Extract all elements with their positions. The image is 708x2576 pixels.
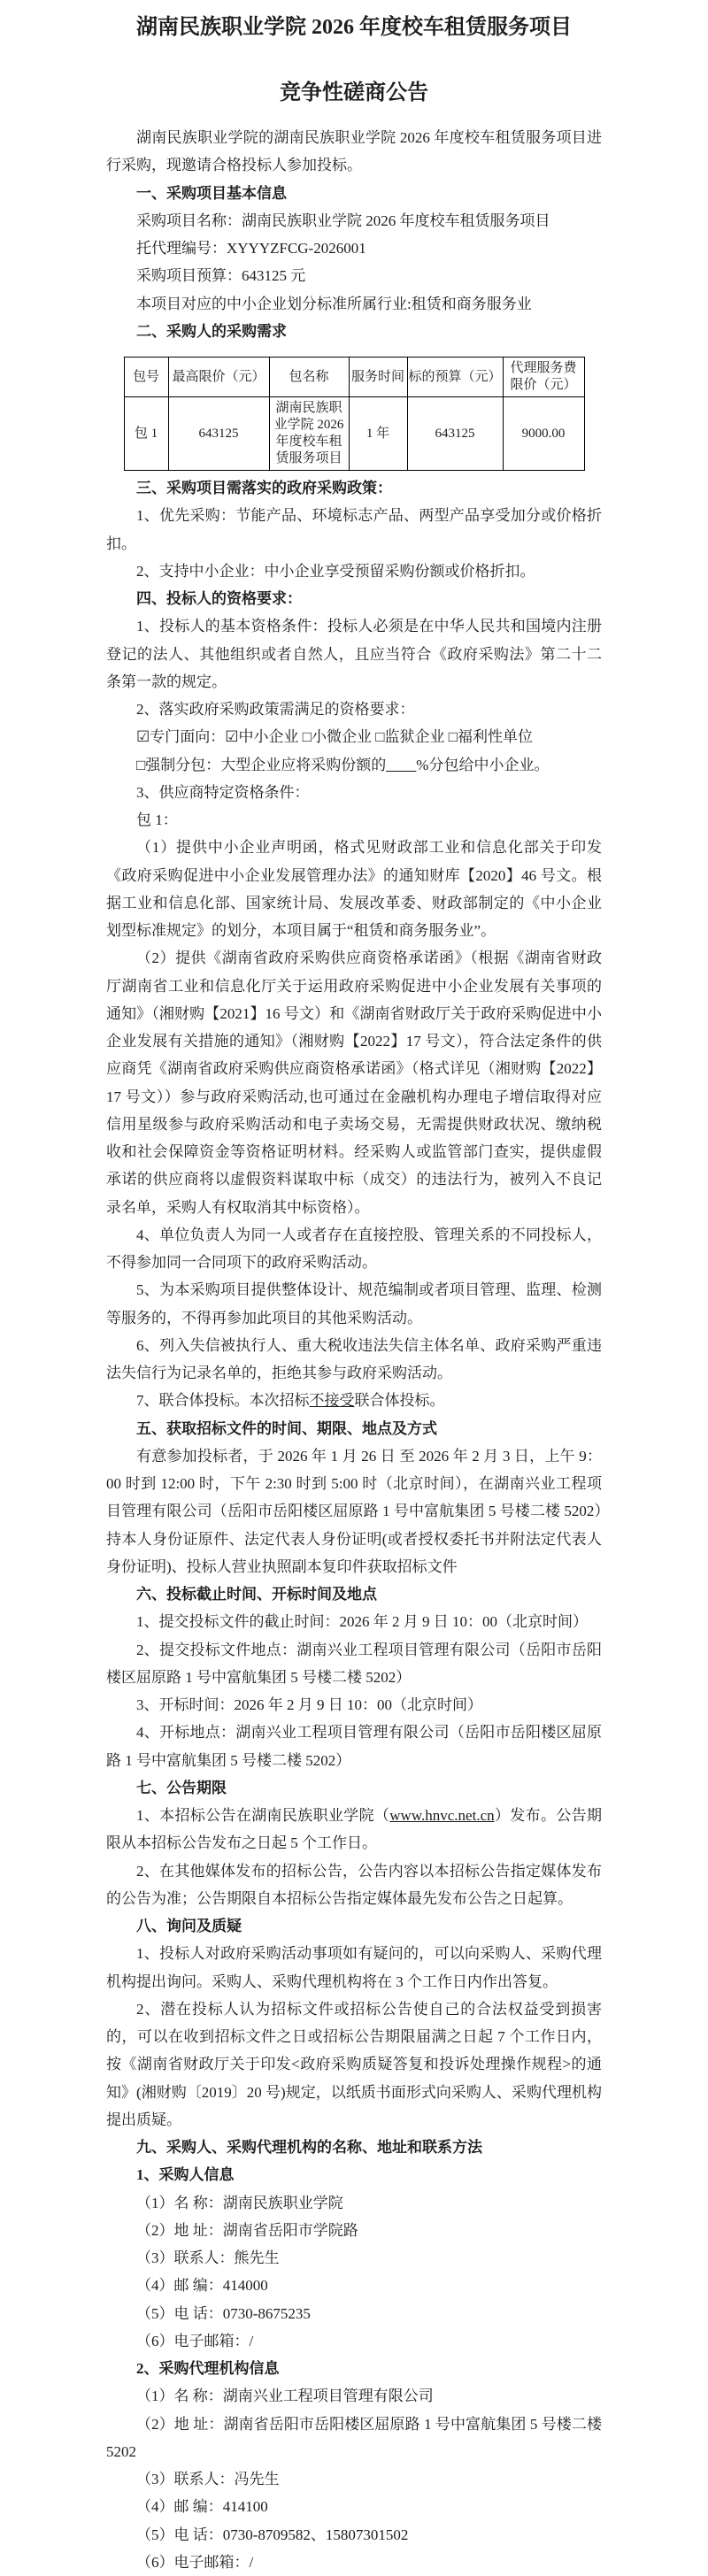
package-1-label: 包 1： (136, 811, 178, 828)
buyer-info-heading: 1、采购人信息 (136, 2166, 235, 2184)
joint-bid-not-accepted: 不接受 (309, 1392, 355, 1410)
cell-agency-fee: 9000.00 (503, 397, 584, 471)
procurement-requirements-table (124, 357, 585, 471)
bid-opening-place-line: 4、开标地点：湖南兴业工程项目管理有限公司（岳阳市岳阳楼区屈原路 1 号中富航集团 5 号楼二楼 5202） (106, 1724, 602, 1769)
bid-opening-time-line: 3、开标时间：2026 年 2 月 9 日 10：00（北京时间） (136, 1696, 482, 1713)
col-header-service-period: 服务时间 (349, 358, 407, 397)
cell-package-name: 湖南民族职业学院 2026 年度校车租赁服务项目 (269, 397, 349, 471)
qualification-item-4: 4、单位负责人为同一人或者存在直接控股、管理关系的不同投标人，不得参加同一合同项下的政府采购活动。 (106, 1226, 602, 1271)
agency-postcode-line: （4）邮 编：414100 (136, 2498, 268, 2516)
joint-bid-line (106, 1387, 602, 1414)
col-header-package-name: 包名称 (269, 358, 349, 397)
col-header-agency-fee-limit: 代理服务费限价（元） (503, 358, 584, 397)
joint-bid-suffix: 联合体投标。 (354, 1392, 445, 1410)
table-header-row (124, 358, 584, 397)
project-budget-line: 采购项目预算：643125 元 (136, 267, 306, 285)
cell-max-price: 643125 (168, 397, 269, 471)
cell-target-budget: 643125 (407, 397, 503, 471)
section8-heading: 八、询问及质疑 (136, 1918, 242, 1934)
agency-email-line: （6）电子邮箱：/ (136, 2553, 254, 2571)
agency-address-line: （2）地 址：湖南省岳阳市岳阳楼区屈原路 1 号中富航集团 5 号楼二楼 5202 (106, 2415, 602, 2460)
document-title: 湖南民族职业学院 2026 年度校车租赁服务项目 (136, 16, 572, 39)
buyer-email-line: （6）电子邮箱：/ (136, 2332, 254, 2349)
document-subtitle: 竞争性磋商公告 (280, 81, 428, 104)
website-link[interactable]: www.hnvc.net.cn (389, 1807, 495, 1824)
policy-item-1: 1、优先采购：节能产品、环境标志产品、两型产品享受加分或价格折扣。 (106, 507, 602, 552)
document-acquisition-paragraph: 有意参加投标者，于 2026 年 1 月 26 日 至 2026 年 2 月 3 日，上午 9：00 时到 12:00 时，下午 2:30 时到 5:00 时（北京时间），在湖南兴业工程项目管理有限公司（岳阳市岳阳楼区屈原路 1 号中富航集团 5 号楼二楼 5202）持本人身份证原件、法定代表人身份证明(或者授权委托书并附法定代表人身份证明)、投标人营业执照副本复印件获取招标文件 (106, 1447, 602, 1575)
joint-bid-prefix: 7、联合体投标。本次招标 (136, 1392, 310, 1410)
forced-subpackage-line (106, 751, 602, 779)
agency-contact-line: （3）联系人：冯先生 (136, 2471, 280, 2488)
checkbox-line: ☑专门面向：☑中小企业 □小微企业 □监狱企业 □福利性单位 (136, 728, 534, 746)
announcement-publish-line (106, 1802, 602, 1857)
agency-info-heading: 2、采购代理机构信息 (136, 2360, 280, 2377)
qualification-paragraph-1: （1）提供中小企业声明函，格式见财政部工业和信息化部关于印发《政府采购促进中小企业发展管理办法》的通知财库【2020】46 号文。根据工业和信息化部、国家统计局、发展改革委、财政部制定的《中小企业划型标准规定》的划分，本项目属于“租赁和商务服务业”。 (106, 839, 602, 939)
section7-heading: 七、公告期限 (136, 1779, 227, 1796)
section3-heading: 三、采购项目需落实的政府采购政策： (136, 480, 392, 496)
project-name-line: 采购项目名称：湖南民族职业学院 2026 年度校车租赁服务项目 (136, 211, 550, 229)
qualification-basic: 1、投标人的基本资格条件：投标人必须是在中华人民共和国境内注册登记的法人、其他组织或者自然人，且应当符合《政府采购法》第二十二条第一款的规定。 (106, 618, 602, 690)
agency-phone-line: （5）电 话：0730-8709582、15807301502 (136, 2526, 409, 2543)
buyer-name-line: （1）名 称：湖南民族职业学院 (136, 2194, 343, 2211)
qualification-policy: 2、落实政府采购政策需满足的资格要求： (136, 701, 415, 718)
qualification-item-6: 6、列入失信被执行人、重大税收违法失信主体名单、政府采购严重违法失信行为记录名单的，拒绝其参与政府采购活动。 (106, 1336, 602, 1381)
section2-heading: 二、采购人的采购需求 (136, 322, 287, 340)
policy-item-2: 2、支持中小企业：中小企业享受预留采购份额或价格折扣。 (136, 562, 535, 580)
forced-subpackage-prefix: □强制分包：大型企业应将采购份额的 (136, 756, 387, 773)
col-header-target-budget: 标的预算（元） (407, 358, 503, 397)
industry-category-line: 本项目对应的中小企业划分标准所属行业:租赁和商务服务业 (136, 295, 532, 312)
section5-heading: 五、获取招标文件的时间、期限、地点及方式 (136, 1419, 437, 1437)
qualification-paragraph-2: （2）提供《湖南省政府采购供应商资格承诺函》（根据《湖南省财政厅湖南省工业和信息化厅关于运用政府采购促进中小企业发展有关事项的通知》（湘财购【2021】16 号文）和《湖南省财政厅关于政府采购促进中小企业发展有关措施的通知》（湘财购【2022】17 号文），符合法定条件的供应商凭《湖南省政府采购供应商资格承诺函》（格式详见（湘财购【2022】17 号文））参与政府采购活动,也可通过在金融机构办理电子增信取得对应信用星级参与政府采购活动和电子卖场交易，无需提供财政状况、缴纳税收和社会保障资金等资格证明材料。经采购人或监管部门查实，提供虚假承诺的供应商将以虚假资料谋取中标（成交）的违法行为，被列入不良记录名单，采购人有权取消其中标资格）。 (106, 950, 602, 1216)
section4-heading: 四、投标人的资格要求： (136, 590, 302, 607)
col-header-package-no: 包号 (124, 358, 168, 397)
buyer-address-line: （2）地 址：湖南省岳阳市学院路 (136, 2221, 358, 2239)
section6-heading: 六、投标截止时间、开标时间及地点 (136, 1586, 377, 1603)
inquiry-item-1: 1、投标人对政府采购活动事项如有疑问的，可以向采购人、采购代理机构提出询问。采购人、采购代理机构将在 3 个工作日内作出答复。 (106, 1945, 602, 1990)
table-row (124, 397, 584, 471)
col-header-max-price: 最高限价（元） (168, 358, 269, 397)
cell-service-period: 1 年 (349, 397, 407, 471)
buyer-postcode-line: （4）邮 编：414000 (136, 2277, 268, 2295)
inquiry-item-2: 2、潜在投标人认为招标文件或招标公告使自己的合法权益受到损害的，可以在收到招标文件之日或招标公告期限届满之日起 7 个工作日内，按《湖南省财政厅关于印发<政府采购质疑答复和投诉处理操作规程>的通知》(湘财购〔2019〕20 号)规定，以纸质书面形式向采购人、采购代理机构提出质疑。 (106, 2000, 602, 2128)
blank-underline: ____ (386, 756, 417, 773)
other-media-line: 2、在其他媒体发布的招标公告，公告内容以本招标公告指定媒体发布的公告为准；公告期限自本招标公告指定媒体最先发布公告之日起算。 (106, 1862, 602, 1907)
cell-package-no: 包 1 (124, 397, 168, 471)
forced-subpackage-suffix: %分包给中小企业。 (416, 756, 550, 773)
agency-name-line: （1）名 称：湖南兴业工程项目管理有限公司 (136, 2388, 434, 2405)
section1-heading: 一、采购项目基本信息 (136, 184, 287, 202)
agency-number-line: 托代理编号：XYYYZFCG-2026001 (136, 240, 366, 257)
bid-deadline-line: 1、提交投标文件的截止时间：2026 年 2 月 9 日 10：00（北京时间） (136, 1613, 588, 1631)
publish-suffix: ）发布。公告期限从本招标公告发布之日起 5 个工作日。 (106, 1807, 603, 1852)
intro-paragraph: 湖南民族职业学院的湖南民族职业学院 2026 年度校车租赁服务项目进行采购，现邀请合格投标人参加投标。 (106, 129, 602, 174)
specific-qualification: 3、供应商特定资格条件： (136, 783, 310, 801)
publish-prefix: 1、本招标公告在湖南民族职业学院（ (136, 1807, 390, 1824)
buyer-contact-line: （3）联系人：熊先生 (136, 2249, 280, 2266)
bid-submission-place-line: 2、提交投标文件地点：湖南兴业工程项目管理有限公司（岳阳市岳阳楼区屈原路 1 号中富航集团 5 号楼二楼 5202） (106, 1641, 602, 1686)
buyer-phone-line: （5）电 话：0730-8675235 (136, 2304, 311, 2322)
qualification-item-5: 5、为本采购项目提供整体设计、规范编制或者项目管理、监理、检测等服务的，不得再参加此项目的其他采购活动。 (106, 1281, 602, 1326)
section9-heading: 九、采购人、采购代理机构的名称、地址和联系方法 (136, 2139, 482, 2156)
